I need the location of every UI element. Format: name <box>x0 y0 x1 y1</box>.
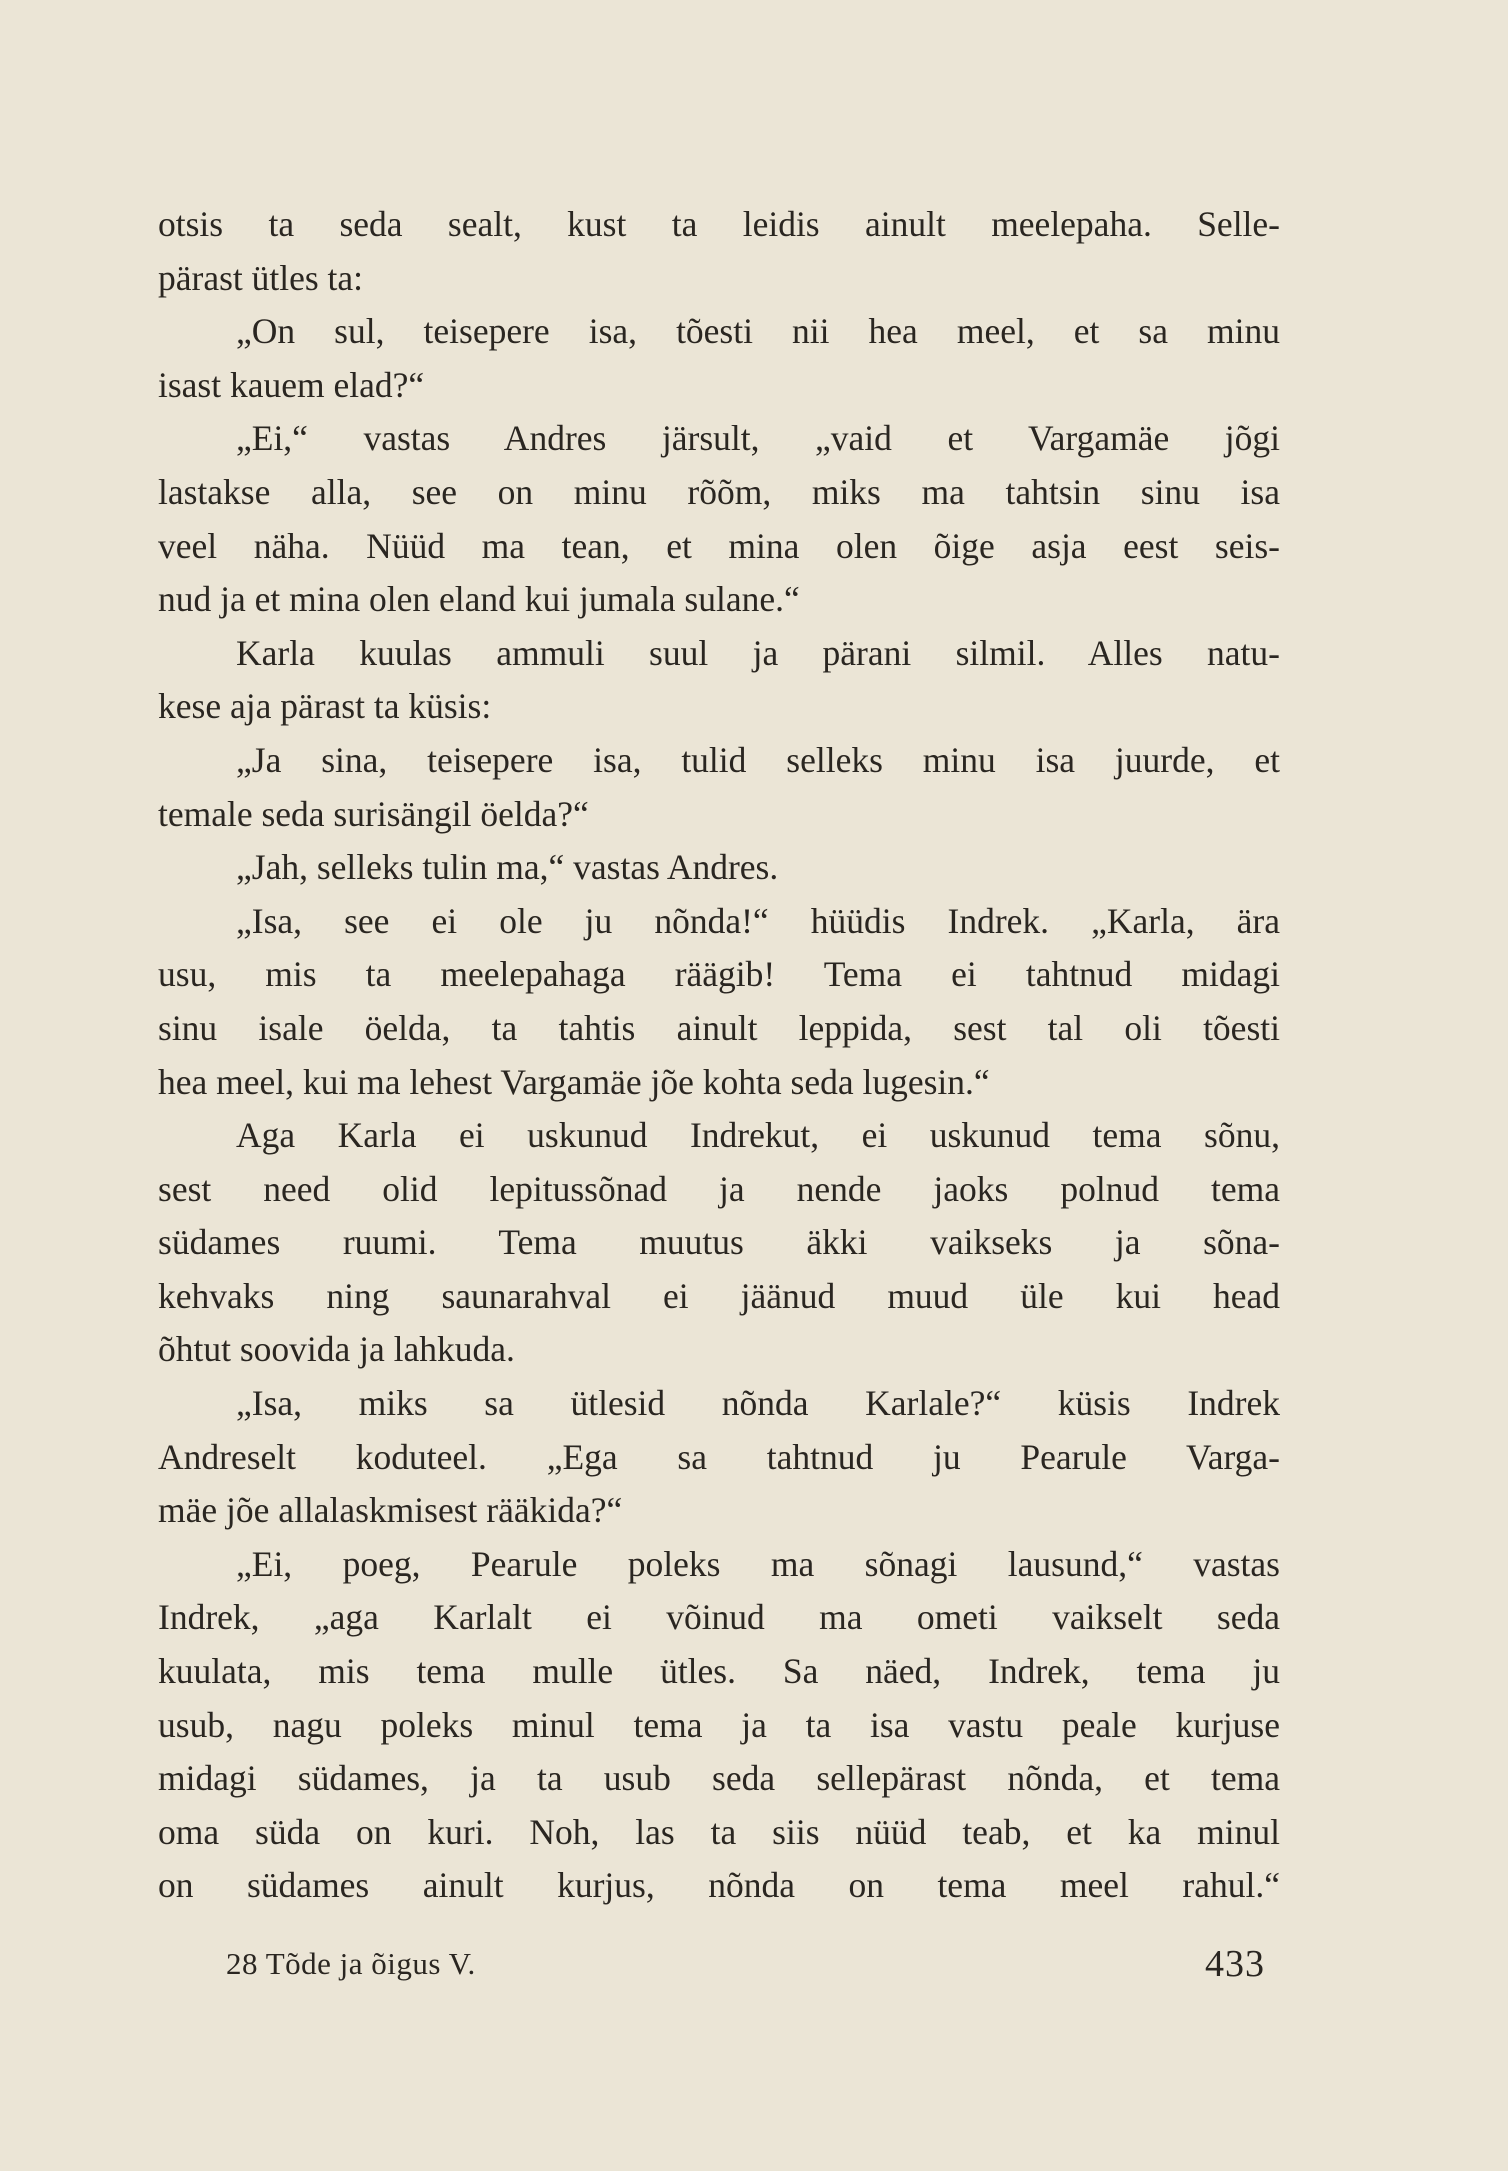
text-line: veel näha. Nüüd ma tean, et mina olen õige asja eest seis- <box>158 525 1280 566</box>
text-line: pärast ütles ta: <box>158 257 364 298</box>
text-line: lastakse alla, see on minu rõõm, miks ma tahtsin sinu isa <box>158 471 1280 512</box>
printer-signature: 28 Tõde ja õigus V. <box>226 1946 476 1981</box>
page-number: 433 <box>1205 1943 1265 1985</box>
text-line: usu, mis ta meelepahaga räägib! Tema ei tahtnud midagi <box>158 954 1280 995</box>
text-line: midagi südames, ja ta usub seda sellepärast nõnda, et tema <box>158 1758 1280 1799</box>
text-line: südames ruumi. Tema muutus äkki vaikseks ja sõna- <box>158 1222 1280 1263</box>
text-line: „Isa, miks sa ütlesid nõnda Karlale?“ küsis Indrek <box>236 1383 1280 1424</box>
text-line: mäe jõe allalaskmisest rääkida?“ <box>158 1490 623 1531</box>
text-line: Indrek, „aga Karlalt ei võinud ma ometi vaikselt seda <box>158 1597 1280 1638</box>
text-line: on südames ainult kurjus, nõnda on tema meel rahul.“ <box>158 1865 1280 1906</box>
text-line: kuulata, mis tema mulle ütles. Sa näed, Indrek, tema ju <box>158 1651 1280 1692</box>
text-line: temale seda surisängil öelda?“ <box>158 793 589 834</box>
text-line: hea meel, kui ma lehest Vargamäe jõe kohta seda lugesin.“ <box>158 1061 990 1102</box>
text-line: Aga Karla ei uskunud Indrekut, ei uskunud tema sõnu, <box>236 1115 1280 1156</box>
text-line: õhtut soovida ja lahkuda. <box>158 1329 515 1370</box>
text-line: isast kauem elad?“ <box>158 364 425 405</box>
text-line: Andreselt koduteel. „Ega sa tahtnud ju Pearule Varga- <box>158 1436 1280 1477</box>
text-line: „On sul, teisepere isa, tõesti nii hea meel, et sa minu <box>236 311 1280 352</box>
text-line: kehvaks ning saunarahval ei jäänud muud üle kui head <box>158 1275 1280 1316</box>
text-line: nud ja et mina olen eland kui jumala sulane.“ <box>158 579 800 620</box>
text-line: „Isa, see ei ole ju nõnda!“ hüüdis Indrek. „Karla, ära <box>236 900 1280 941</box>
text-line: sest need olid lepitussõnad ja nende jaoks polnud tema <box>158 1168 1280 1209</box>
text-line: Karla kuulas ammuli suul ja pärani silmil. Alles natu- <box>236 632 1280 673</box>
text-line: kese aja pärast ta küsis: <box>158 686 492 727</box>
text-line: „Ja sina, teisepere isa, tulid selleks minu isa juurde, et <box>236 739 1280 780</box>
text-line: „Jah, selleks tulin ma,“ vastas Andres. <box>236 847 779 888</box>
text-line: oma süda on kuri. Noh, las ta siis nüüd teab, et ka minul <box>158 1811 1280 1852</box>
text-line: otsis ta seda sealt, kust ta leidis ainult meelepaha. Selle- <box>158 204 1280 244</box>
text-line: „Ei, poeg, Pearule poleks ma sõnagi lausund,“ vastas <box>236 1543 1280 1584</box>
text-line: usub, nagu poleks minul tema ja ta isa vastu peale kurjuse <box>158 1704 1280 1745</box>
text-line: sinu isale öelda, ta tahtis ainult leppida, sest tal oli tõesti <box>158 1007 1280 1048</box>
text-line: „Ei,“ vastas Andres järsult, „vaid et Vargamäe jõgi <box>236 418 1280 459</box>
body-text <box>158 198 1280 1913</box>
